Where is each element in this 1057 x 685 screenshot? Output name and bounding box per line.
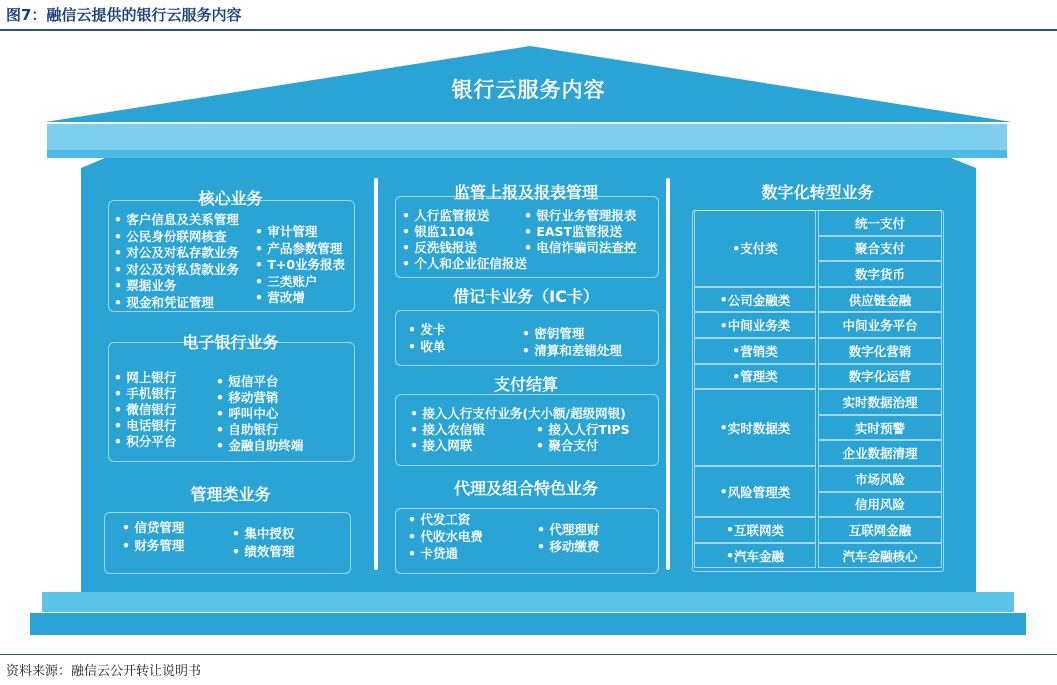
roof-title: 银行云服务内容	[451, 78, 606, 102]
core-item: • 产品参数管理	[255, 239, 342, 257]
mgmt-item: • 信贷管理	[122, 518, 184, 536]
agency-item: • 代理理财	[537, 520, 599, 538]
regulatory-item: • 个人和企业征信报送	[402, 254, 527, 272]
payment-item: • 接入人行TIPS	[536, 420, 630, 438]
mgmt-item: • 绩效管理	[232, 542, 294, 560]
card-item: • 收单	[408, 337, 445, 355]
regulatory-item: • EAST监管报送	[524, 222, 622, 240]
core-title: 核心业务	[198, 189, 263, 208]
core-item: • 对公及对私贷款业务	[114, 260, 239, 278]
digital-item-cell: 中间业务平台	[818, 312, 942, 338]
card-item: • 清算和差错处理	[522, 341, 622, 359]
core-item: • 对公及对私存款业务	[114, 243, 239, 261]
digital-item-cell: 市场风险	[818, 466, 942, 492]
base-step-1	[42, 592, 1014, 612]
digital-category-cell: • 风险管理类	[694, 466, 816, 517]
bottom-rule	[0, 654, 1057, 655]
ebank-item: • 自助银行	[216, 420, 278, 438]
agency-item: • 移动缴费	[537, 537, 599, 555]
digital-category-cell: • 公司金融类	[694, 287, 816, 313]
divider-right	[666, 178, 670, 570]
core-item: • T+0业务报表	[255, 255, 345, 273]
regulatory-item: • 人行监管报送	[402, 206, 489, 224]
digital-category-cell: • 支付类	[694, 210, 816, 287]
ebank-item: • 金融自助终端	[216, 436, 303, 454]
ebank-item: • 呼叫中心	[216, 404, 278, 422]
agency-item: • 代发工资	[408, 510, 470, 528]
ebank-item: • 短信平台	[216, 372, 278, 390]
agency-item: • 卡贷通	[408, 544, 458, 562]
digital-category-cell: • 管理类	[694, 364, 816, 390]
card-item: • 密钥管理	[522, 324, 584, 342]
ebank-title: 电子银行业务	[182, 333, 279, 352]
digital-item-cell: 信用风险	[818, 492, 942, 518]
core-item: • 三类账户	[255, 272, 317, 290]
ebank-item: • 电话银行	[114, 416, 176, 434]
digital-item-cell: 互联网金融	[818, 517, 942, 543]
regulatory-item: • 银行业务管理报表	[524, 206, 636, 224]
regulatory-item: • 电信诈骗司法查控	[524, 238, 636, 256]
agency-item: • 代收水电费	[408, 527, 483, 545]
regulatory-item: • 银监1104	[402, 222, 474, 240]
digital-item-cell: 供应链金融	[818, 287, 942, 313]
ebank-item: • 移动营销	[216, 388, 278, 406]
core-item: • 客户信息及关系管理	[114, 210, 239, 228]
figure-title: 图7：融信云提供的银行云服务内容	[6, 6, 242, 24]
core-item: • 公民身份联网核查	[114, 227, 226, 245]
divider-left	[374, 178, 378, 570]
core-item: • 营改增	[255, 288, 305, 306]
payment-item: • 接入农信银	[410, 420, 485, 438]
digital-item-cell: 企业数据清理	[818, 440, 942, 466]
mgmt-title: 管理类业务	[190, 485, 271, 504]
mgmt-item: • 财务管理	[122, 536, 184, 554]
digital-item-cell: 数字化运营	[818, 364, 942, 390]
digital-category-cell: • 营销类	[694, 338, 816, 364]
ebank-item: • 积分平台	[114, 432, 176, 450]
digital-item-cell: 数字货币	[818, 261, 942, 287]
core-item: • 审计管理	[255, 222, 317, 240]
core-item: • 现金和凭证管理	[114, 293, 214, 311]
regulatory-item: • 反洗钱报送	[402, 238, 477, 256]
digital-item-cell: 汽车金融核心	[818, 543, 942, 569]
source-note: 资料来源：融信云公开转让说明书	[6, 664, 202, 679]
digital-category-cell: • 互联网类	[694, 517, 816, 543]
digital-item-cell: 实时预警	[818, 415, 942, 441]
digital-category-cell: • 中间业务类	[694, 312, 816, 338]
ebank-item: • 网上银行	[114, 368, 176, 386]
digital-item-cell: 聚合支付	[818, 236, 942, 262]
payment-title: 支付结算	[493, 375, 558, 394]
mgmt-item: • 集中授权	[232, 524, 294, 542]
payment-item: • 接入网联	[410, 436, 472, 454]
digital-item-cell: 实时数据治理	[818, 389, 942, 415]
base-step-2	[30, 613, 1026, 635]
payment-item-full: • 接入人行支付业务(大小额/超级网银)	[410, 404, 626, 422]
card-item: • 发卡	[408, 320, 445, 338]
agency-title: 代理及组合特色业务	[453, 479, 598, 498]
payment-item: • 聚合支付	[536, 436, 598, 454]
card-title: 借记卡业务（IC卡）	[453, 287, 599, 306]
ebank-item: • 微信银行	[114, 400, 176, 418]
ebank-item: • 手机银行	[114, 384, 176, 402]
regulatory-title: 监管上报及报表管理	[453, 183, 598, 202]
core-item: • 票据业务	[114, 276, 176, 294]
digital-category-cell: • 实时数据类	[694, 389, 816, 466]
digital-item-cell: 统一支付	[818, 210, 942, 236]
digital-title: 数字化转型业务	[761, 183, 874, 202]
digital-category-cell: • 汽车金融	[694, 543, 816, 569]
digital-item-cell: 数字化营销	[818, 338, 942, 364]
